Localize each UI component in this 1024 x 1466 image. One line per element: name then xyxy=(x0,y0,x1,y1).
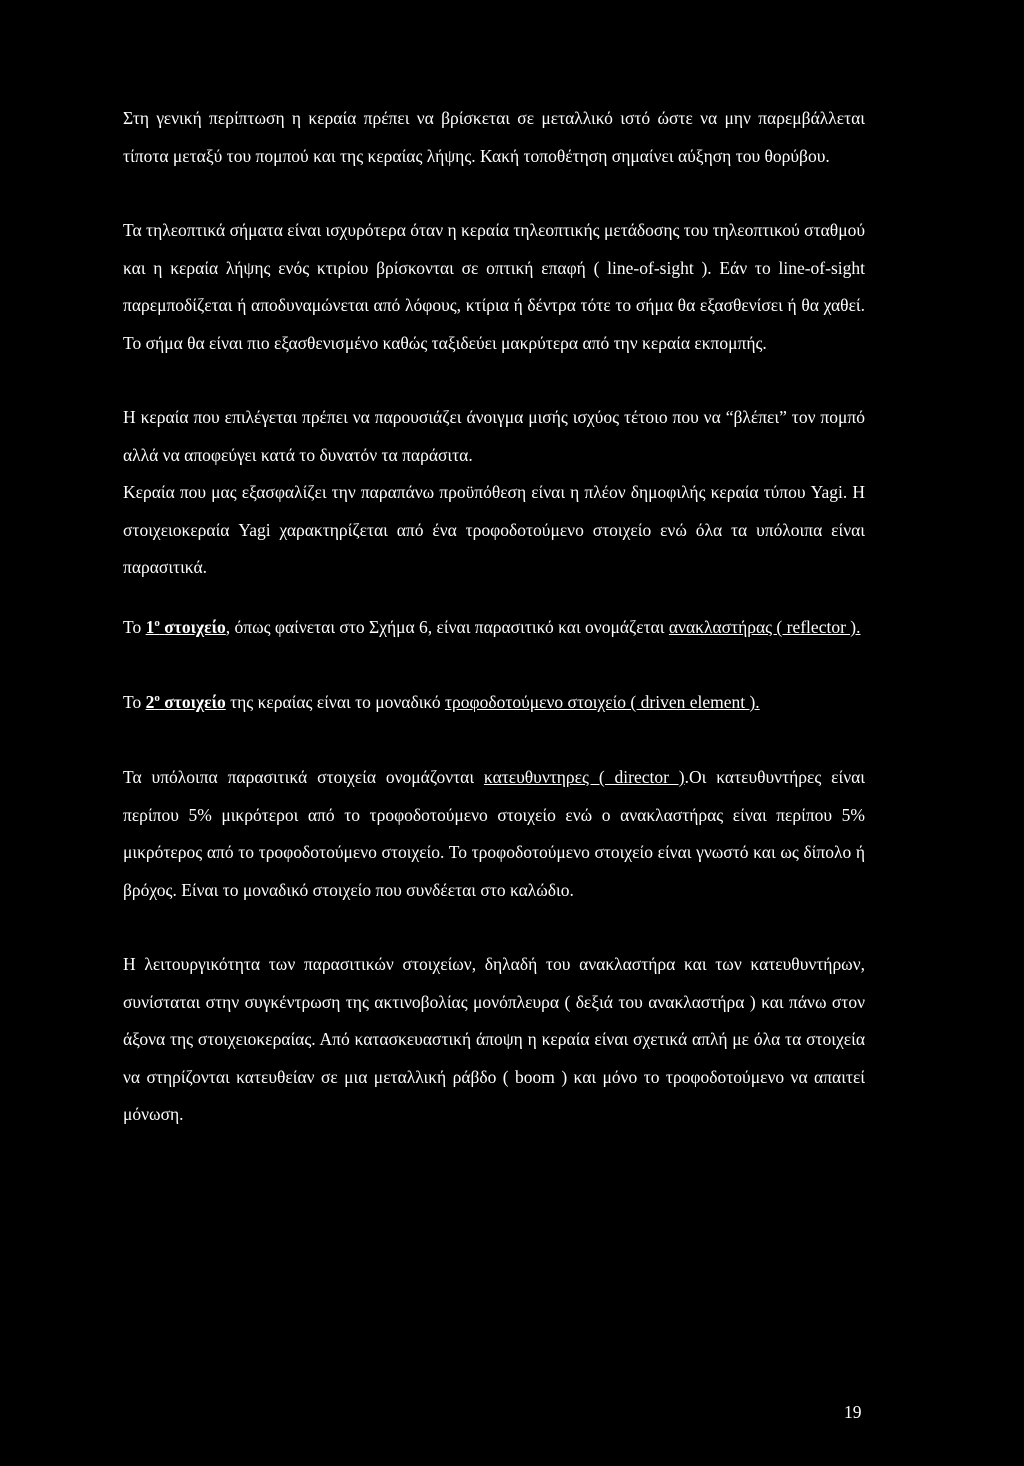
p7-prefix: Τα υπόλοιπα παρασιτικά στοιχεία ονομάζονται xyxy=(123,767,484,787)
paragraph-yagi-antenna: Κεραία που μας εξασφαλίζει την παραπάνω προϋπόθεση είναι η πλέον δημοφιλής κεραία τύπου Yagi. Η στοιχειοκεραία Yagi χαρακτηρίζεται από ένα τροφοδοτούμενο στοιχείο ενώ όλα τα υπόλοιπα είναι παρασιτικά. xyxy=(123,482,865,577)
paragraph-first-element xyxy=(123,609,865,647)
p6-ordinal-sup: ο xyxy=(154,692,160,704)
p6-ordinal-word: στοιχείο xyxy=(164,692,226,712)
p5-ordinal xyxy=(146,617,226,637)
p5-ordinal-number: 1 xyxy=(145,617,155,637)
paragraph-second-element xyxy=(123,684,865,722)
paragraph-directors xyxy=(123,759,865,909)
paragraph-mast-placement: Στη γενική περίπτωση η κεραία πρέπει να βρίσκεται σε μεταλλικό ιστό ώστε να μην παρεμβάλλεται τίποτα μεταξύ του πομπού και της κεραίας λήψης. Κακή τοποθέτηση σημαίνει αύξηση του θορύβου. xyxy=(123,108,865,166)
p5-prefix: Το xyxy=(123,617,146,637)
p5-ordinal-sup: ο xyxy=(154,617,160,629)
paragraph-parasitic-function: Η λειτουργικότητα των παρασιτικών στοιχείων, δηλαδή του ανακλαστήρα και των κατευθυντήρων, συνίσταται στην συγκέντρωση της ακτινοβολίας μονόπλευρα ( δεξιά του ανακλαστήρα ) και πάνω στον άξονα της στοιχειοκεραίας. Από κατασκευαστική άποψη η κεραία είναι σχετικά απλή με όλα τα στοιχεία να στηρίζονται κατευθείαν σε μια μεταλλική ράβδο ( boom ) και μόνο το τροφοδοτούμενο να απαιτεί μόνωση. xyxy=(123,954,865,1124)
page-number: 19 xyxy=(844,1402,862,1422)
p6-middle: της κεραίας είναι το μοναδικό xyxy=(225,692,445,712)
p5-ordinal-word: στοιχείο xyxy=(164,617,226,637)
p7-term-director: κατευθυντηρες ( director ) xyxy=(483,767,685,787)
paragraph-antenna-selection: Η κεραία που επιλέγεται πρέπει να παρουσιάζει άνοιγμα μισής ισχύος τέτοιο που να “βλέπει” τον πομπό αλλά να αποφεύγει κατά το δυνατόν τα παράσιτα. xyxy=(123,407,865,465)
paragraph-line-of-sight: Τα τηλεοπτικά σήματα είναι ισχυρότερα όταν η κεραία τηλεοπτικής μετάδοσης του τηλεοπτικού σταθμού και η κεραία λήψης ενός κτιρίου βρίσκονται σε οπτική επαφή ( line-of-sight ). Εάν το line-of-sight παρεμποδίζεται ή αποδυναμώνεται από λόφους, κτίρια ή δέντρα τότε το σήμα θα εξασθενίσει ή θα χαθεί. Το σήμα θα είναι πιο εξασθενισμένο καθώς ταξιδεύει μακρύτερα από την κεραία εκπομπής. xyxy=(123,220,865,353)
p6-term-driven-element: τροφοδοτούμενο στοιχείο ( driven element ). xyxy=(444,692,760,712)
p6-ordinal-number: 2 xyxy=(145,692,155,712)
p5-middle: , όπως φαίνεται στο Σχήμα 6, είναι παρασιτικό και ονομάζεται xyxy=(225,617,669,637)
p6-prefix: Το xyxy=(123,692,146,712)
p5-term-reflector: ανακλαστήρας ( reflector ). xyxy=(668,617,861,637)
p7-rest: .Οι κατευθυντήρες είναι περίπου 5% μικρότεροι από το τροφοδοτούμενο στοιχείο ενώ ο ανακλαστήρας είναι περίπου 5% μικρότερος από το τροφοδοτούμενο στοιχείο. Το τροφοδοτούμενο στοιχείο είναι γνωστό και ως δίπολο ή βρόχος. Είναι το μοναδικό στοιχείο που συνδέεται στο καλώδιο. xyxy=(123,767,865,900)
p6-ordinal xyxy=(146,692,226,712)
